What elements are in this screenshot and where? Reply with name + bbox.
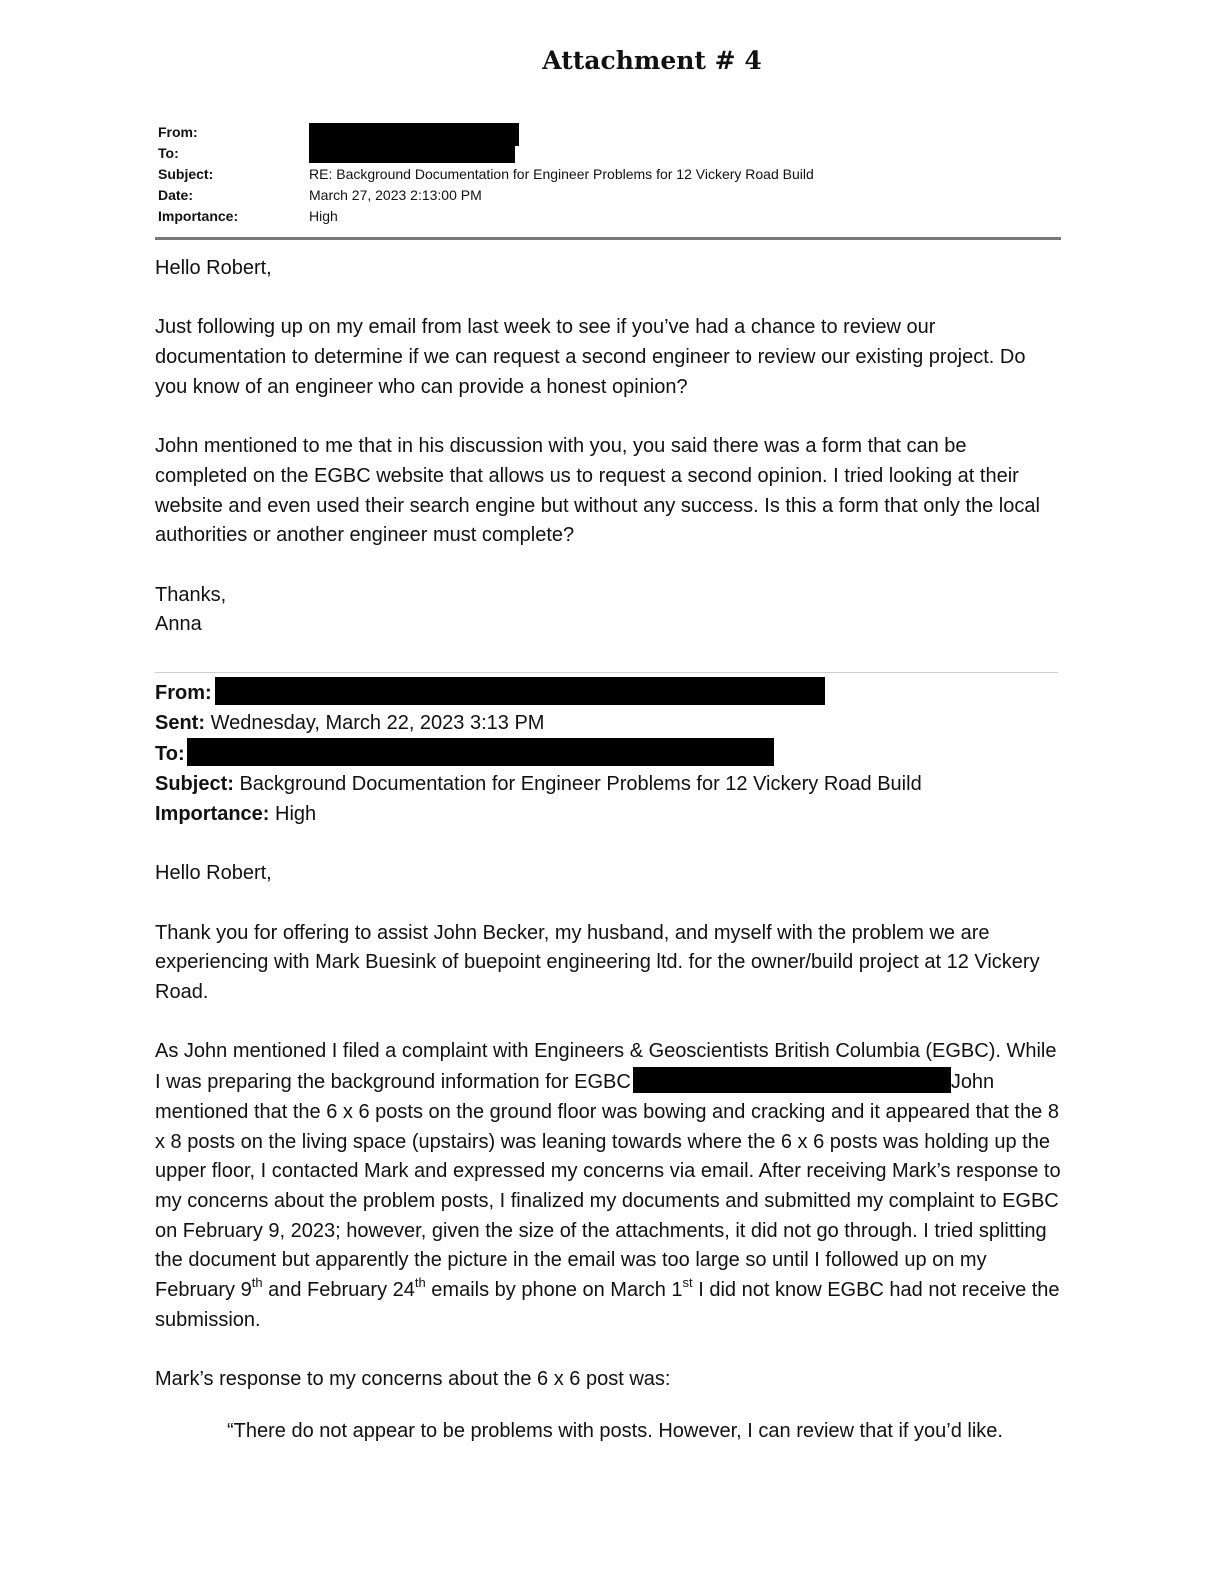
original-paragraph-3: Mark’s response to my concerns about the 6 x 6 post was: [155, 1368, 671, 1391]
original-to-label: To: [155, 743, 185, 766]
original-importance: High [275, 802, 317, 825]
original-sent-label: Sent: [155, 711, 205, 734]
header-date-label: Date: [158, 187, 194, 203]
redacted-original-to [187, 738, 774, 766]
original-sent: Wednesday, March 22, 2023 3:13 PM [210, 711, 545, 734]
original-importance-label: Importance: [155, 802, 270, 825]
redacted-to [309, 141, 515, 163]
reply-greeting: Hello Robert, [155, 257, 272, 279]
header-date-row [158, 185, 1058, 206]
engineer-quote: “There do not appear to be problems with posts. However, I can review that if you’d like. [227, 1419, 1003, 1442]
reply-message [155, 254, 1061, 670]
header-subject-label: Subject: [158, 166, 214, 182]
message-separator [155, 672, 1058, 673]
original-importance-row [155, 800, 1061, 830]
header-date: March 27, 2023 2:13:00 PM [309, 187, 482, 203]
original-subject-label: Subject: [155, 773, 234, 796]
original-greeting: Hello Robert, [155, 862, 272, 885]
header-from-label: From: [158, 124, 198, 140]
attachment-title: Attachment # 4 [542, 46, 762, 75]
reply-closing: Thanks, [155, 583, 227, 606]
header-importance-row [158, 206, 1058, 227]
original-paragraph-1: Thank you for offering to assist John Becker, my husband, and myself with the problem we are experiencing with Mark Buesink of buepoint engineering ltd. for the owner/build project at 12 Vickery Road. [155, 921, 1040, 1003]
original-from-row [155, 677, 1061, 709]
original-subject: Background Documentation for Engineer Problems for 12 Vickery Road Build [239, 773, 922, 796]
header-subject-row [158, 164, 1058, 185]
original-to-row [155, 738, 1061, 770]
redacted-inline [633, 1067, 951, 1093]
header-divider [155, 237, 1061, 240]
header-importance: High [309, 208, 338, 224]
email-header [158, 122, 1058, 227]
original-message [155, 677, 1061, 1476]
original-paragraph-2: As John mentioned I filed a complaint with Engineers & Geoscientists British Columbia (EGBC). While I was preparing the background information for EGBC John mentioned that the 6 x 6 posts on the ground floor was bowing and cracking and it appeared that the 8 x 8 posts on the living space (upstairs) was leaning towards where the 6 x 6 posts was holding up the upper floor, I contacted Mark and expressed my concerns via email. After receiving Mark’s response to my concerns about the problem posts, I finalized my documents and submitted my complaint to EGBC on February 9, 2023; however, given the size of the attachments, it did not go through. I tried splitting the document but apparently the picture in the email was too large so until I followed up on my February 9th and February 24th emails by phone on March 1st I did not know EGBC had not receive the submission. [155, 1040, 1061, 1331]
original-subject-row [155, 770, 1061, 800]
original-sent-row [155, 709, 1061, 739]
redacted-original-from [215, 677, 825, 705]
header-subject: RE: Background Documentation for Engineer Problems for 12 Vickery Road Build [309, 166, 814, 182]
reply-signature: Anna [155, 613, 202, 636]
header-importance-label: Importance: [158, 208, 239, 224]
header-to-label: To: [158, 145, 179, 161]
original-from-label: From: [155, 682, 212, 704]
reply-paragraph-1: Just following up on my email from last week to see if you’ve had a chance to review our documentation to determine if we can request a second engineer to review our existing project. Do you know of an engineer who can provide a honest opinion? [155, 316, 1026, 398]
reply-paragraph-2: John mentioned to me that in his discussion with you, you said there was a form that can be completed on the EGBC website that allows us to request a second opinion. I tried looking at their website and even used their search engine but without any success. Is this a form that only the local authorities or another engineer must complete? [155, 435, 1040, 547]
header-to-row [158, 143, 1058, 164]
header-from-row [158, 122, 1058, 143]
